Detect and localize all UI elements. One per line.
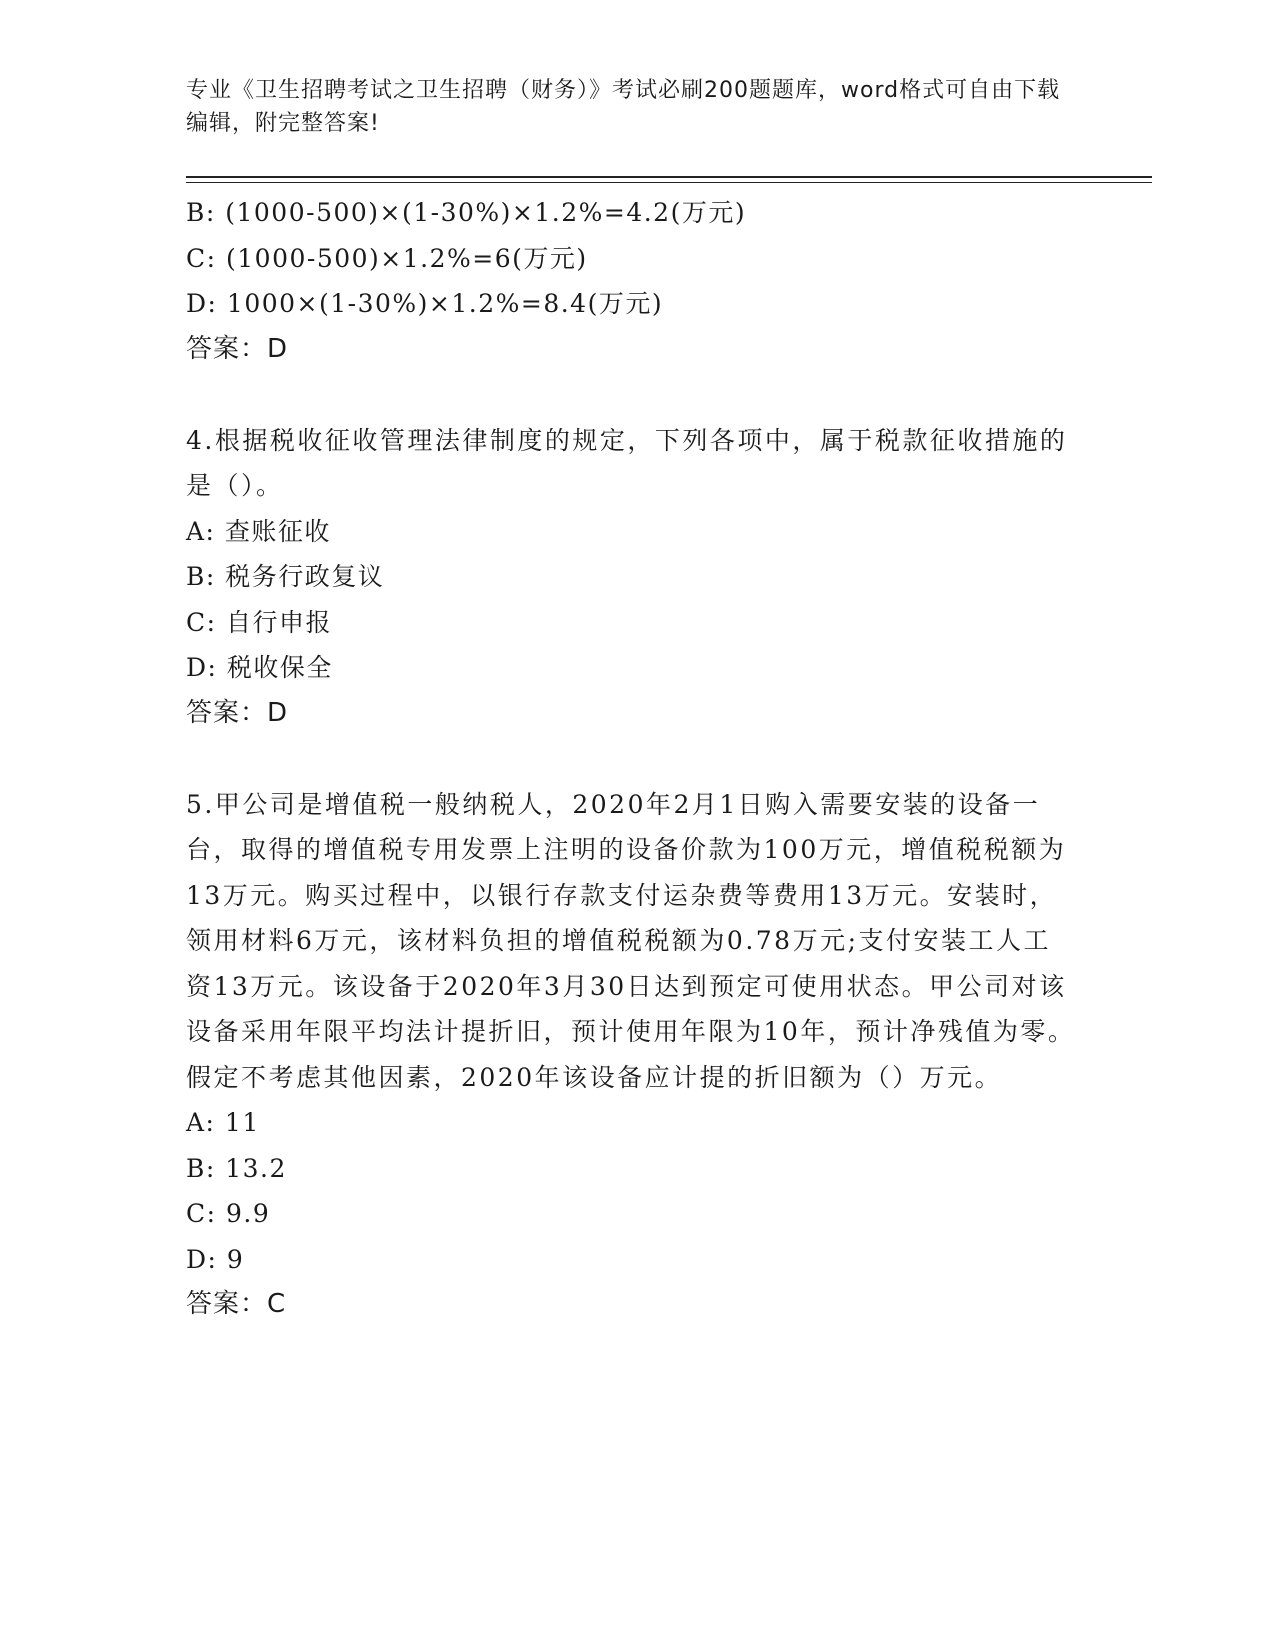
q4-option-d: D: 税收保全 [186,653,333,682]
q5-option-b: B: 13.2 [186,1153,287,1183]
page-header-title: 专业《卫生招聘考试之卫生招聘（财务）》考试必刷200题题库，word格式可自由下载编辑，附完整答案! [186,78,1061,136]
q4-question-text: 4.根据税收征收管理法律制度的规定，下列各项中，属于税款征收措施的是（）。 [186,425,1068,500]
q3-option-c: C: (1000-500)×1.2%=6(万元) [186,243,588,273]
spacer [186,372,1086,418]
document-body [186,190,1086,1328]
q3-answer: 答案：D [186,333,289,364]
q3-option-b: B: (1000-500)×(1-30%)×1.2%=4.2(万元) [186,198,747,227]
header-divider-thin [186,182,1152,183]
q4-answer: 答案：D [186,697,289,728]
q4-option-a: A: 查账征收 [186,516,331,546]
question-5-block [186,782,1086,1328]
question-3-block [186,190,1086,372]
spacer [186,736,1086,782]
q5-question-text: 5.甲公司是增值税一般纳税人，2020年2月1日购入需要安装的设备一台，取得的增值税专用发票上注明的设备价款为100万元，增值税税额为13万元。购买过程中，以银行存款支付运杂费等费用13万元。安装时，领用材料6万元，该材料负担的增值税税额为0.78万元;支付安装工人工资13万元。该设备于2020年3月30日达到预定可使用状态。甲公司对该设备采用年限平均法计提折旧，预计使用年限为10年，预计净残值为零。假定不考虑其他因素，2020年该设备应计提的折旧额为（）万元。 [186,789,1076,1092]
q4-option-b: B: 税务行政复议 [186,562,385,591]
q3-option-d: D: 1000×(1-30%)×1.2%=8.4(万元) [186,289,664,318]
header-divider-thick [186,176,1152,178]
q5-answer: 答案：C [186,1289,287,1319]
q4-option-c: C: 自行申报 [186,607,332,637]
q5-option-d: D: 9 [186,1244,245,1274]
q5-option-a: A: 11 [186,1108,260,1137]
question-4-block [186,418,1086,737]
q5-option-c: C: 9.9 [186,1199,271,1228]
